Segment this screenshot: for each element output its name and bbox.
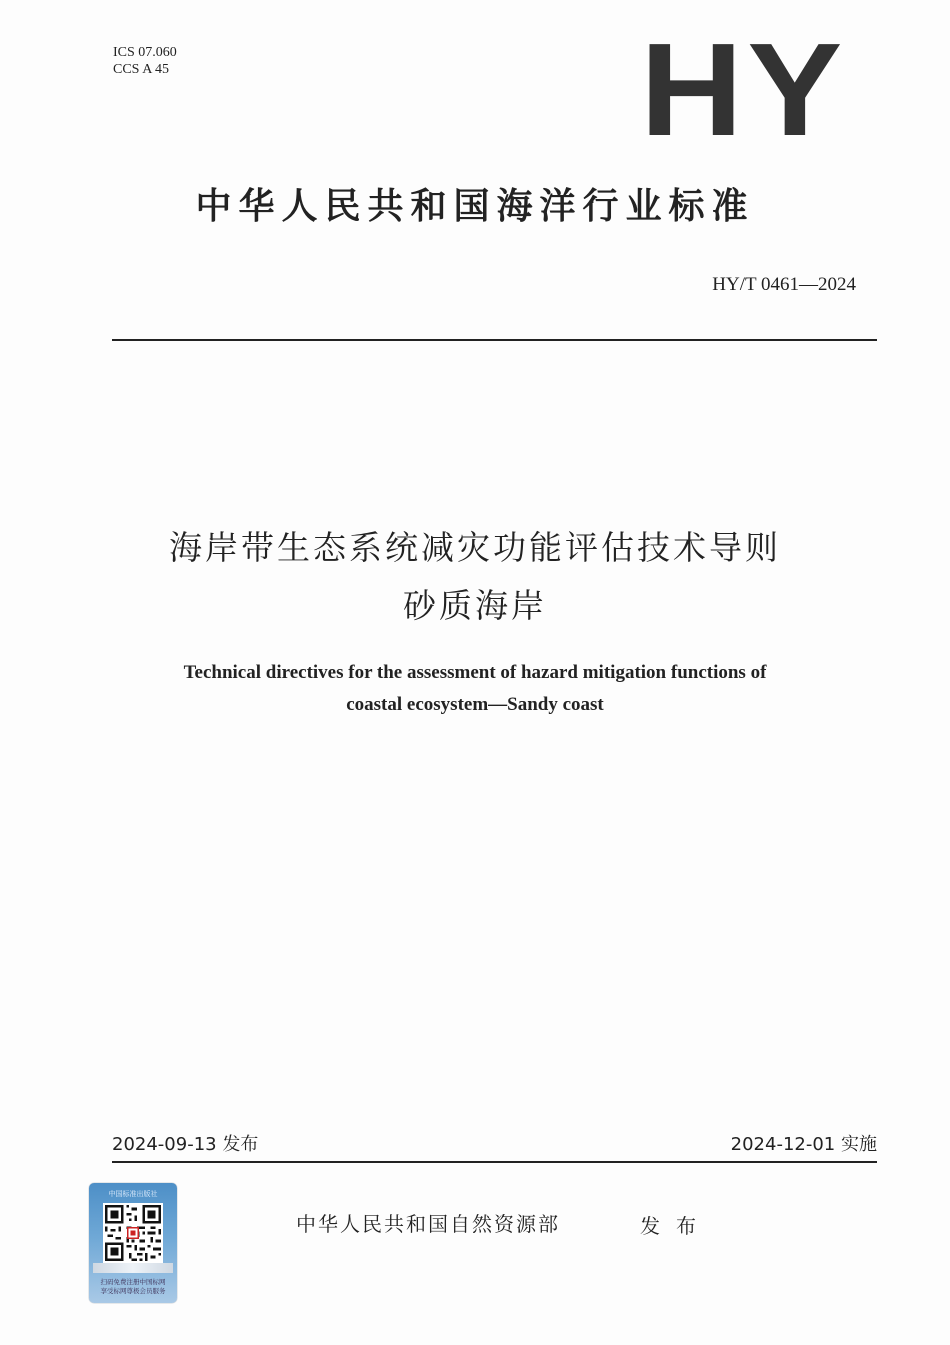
sticker-header: 中国标准出版社 (108, 1190, 158, 1198)
header-divider (112, 339, 877, 341)
qr-code-icon[interactable] (103, 1203, 163, 1263)
ccs-code: CCS A 45 (113, 62, 170, 77)
title-en-line1: Technical directives for the assessment of hazard mitigation functions of (183, 662, 767, 683)
title-cn-line2: 砂质海岸 (403, 586, 547, 625)
title-cn-line1: 海岸带生态系统减灾功能评估技术导则 (169, 528, 781, 567)
anti-counterfeit-sticker (89, 1183, 177, 1303)
standard-number: HY/T 0461—2024 (712, 274, 856, 295)
implementation-date: 2024-12-01 实施 (730, 1134, 877, 1155)
issue-date: 2024-09-13 发布 (112, 1134, 259, 1155)
standard-category-title: 中华人民共和国海洋行业标准 (195, 186, 755, 227)
sticker-footer (91, 1278, 175, 1296)
issuer-action: 发布 (640, 1214, 712, 1238)
sticker-footer-line1: 扫码免费注册中国标网 (100, 1278, 166, 1286)
title-en-line2: coastal ecosystem—Sandy coast (346, 694, 604, 715)
classification-codes (113, 44, 177, 78)
hy-logo: HY (640, 16, 847, 163)
sticker-hologram-band (93, 1263, 173, 1273)
sticker-footer-line2: 享受标网尊极会员服务 (100, 1287, 166, 1295)
issuer-name: 中华人民共和国自然资源部 (296, 1212, 560, 1236)
ics-code: ICS 07.060 (113, 45, 177, 60)
footer-divider (112, 1161, 877, 1163)
